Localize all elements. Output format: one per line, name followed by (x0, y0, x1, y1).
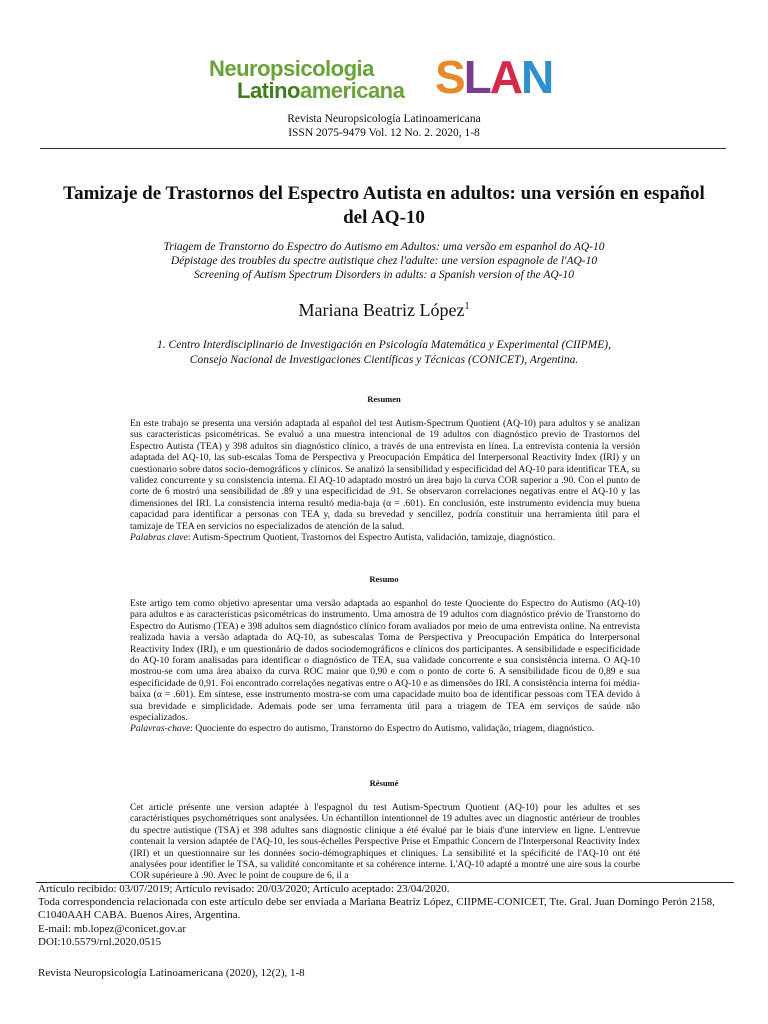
resume-heading: Résumé (369, 778, 399, 788)
journal-name: Revista Neuropsicología Latinoamericana (287, 113, 481, 125)
resumen-body (130, 418, 640, 543)
resumo-keywords-label: Palavras-chave (130, 723, 191, 735)
resumen-keywords-label: Palabras clave (130, 532, 188, 544)
slan-logo (435, 51, 553, 103)
affiliation-line-2: Consejo Nacional de Investigaciones Científicas y Técnicas (CONICET), Argentina. (189, 354, 579, 366)
slan-letter-a: A (489, 51, 522, 103)
resumen-heading: Resumen (367, 394, 401, 404)
resume-body (130, 802, 640, 882)
author-affiliation-mark: 1 (464, 301, 470, 312)
resumo-keywords: : Quociente do espectro do autismo, Transtorno do Espectro do Autismo, validação, triagem, diagnóstico. (190, 723, 595, 735)
logo-line2-b: americana (300, 78, 405, 103)
affiliation (0, 338, 768, 368)
resumo-body (130, 598, 640, 735)
logo-line2 (237, 78, 404, 104)
page-footer-citation: Revista Neuropsicología Latinoamericana (2020), 12(2), 1-8 (38, 967, 305, 979)
journal-info (0, 112, 768, 140)
resumen-keywords: : Autism-Spectrum Quotient, Trastornos del Espectro Autista, validación, tamizaje, diagnóstico. (187, 532, 555, 544)
article-doi: DOI:10.5579/rnl.2020.0515 (38, 935, 162, 948)
resumo-text: Este artigo tem como objetivo apresentar uma versão adaptada ao espanhol do teste Quociente do Espectro do Autismo (AQ-10) para adultos e as características psicométricas do instrumento. Uma amostra de 19 adultos com diagnóstico prévio de Transtorno do Espectro do Autismo (TEA) e 398 adultos sem diagnóstico clínico foram avaliados por meio de uma entrevista online. Na entrevista realizada havia a versão adaptada do AQ-10, as subescalas Toma de Perspectiva y Preocupación Empática do Interpersonal Reactivity Index (IRI), e um questionário de dados sociodemográficos e clínicos dos participantes. A sensibilidade e especificidade do AQ-10 foram analisadas para identificar o diagnóstico de TEA, sua validade concorrente e sua consistência interna. O AQ-10 mostrou-se com uma área abaixo da curva ROC maior que 0,90 e com o ponto de corte 6. A sensibilidade ficou de 0,89 e sua especificidade de 0,91. Foi encontrado correlações negativas entre o AQ-10 e as dimensões do IRI. A consistência interna foi média-baixa (α = .601). Em síntese, esse instrumento mostra-se com uma capacidade muito boa de identificar pessoas com TEA devido à sua brevidade e simplicidade. Ademais pode ser uma ferramenta útil para a triagem de TEA em serviços de saúde não especializados. (130, 598, 640, 724)
affiliation-line-1: 1. Centro Interdisciplinario de Investigación en Psicología Matemática y Experimental (CIIPME), (157, 339, 611, 351)
header-divider (40, 148, 726, 149)
alt-title-en: Screening of Autism Spectrum Disorders in adults: a Spanish version of the AQ-10 (193, 269, 575, 281)
logo-line1: Neuropsicologia (209, 56, 374, 81)
issn-line: ISSN 2075-9479 Vol. 12 No. 2. 2020, 1-8 (288, 127, 480, 139)
correspondence-note: Toda correspondencia relacionada con este artículo debe ser enviada a Mariana Beatriz López, CIIPME-CONICET, Tte. Gral. Juan Domingo Perón 2158, C1040AAH CABA. Buenos Aires, Argentina. (38, 896, 715, 922)
article-title: Tamizaje de Trastornos del Espectro Autista en adultos: una versión en español del AQ-10 (63, 183, 705, 228)
resumo-heading: Resumo (369, 574, 399, 584)
slan-letter-l: L (463, 51, 490, 103)
footnotes (38, 883, 738, 949)
alt-title-fr: Dépistage des troubles du spectre autistique chez l'adulte: une version espagnole de l'AQ-10 (170, 255, 598, 267)
author-email: E-mail: mb.lopez@conicet.gov.ar (38, 922, 187, 935)
resume-text: Cet article présente une version adaptée à l'espagnol du test Autism-Spectrum Quotient (AQ-10) pour les adultes et ses caractéristiques psychométriques sont analysées. Un échantillon intentionnel de 19 adultes avec un diagnostic antérieur de troubles du spectre autistique (TSA) et 398 adultes sans diagnostic clinique a été évalué par le biais d'une interview en ligne. L'entrevue contenait la version adaptée de l'AQ-10, les sous-échelles Perspective Prise et Empathic Concern de l'Interpersonal Reactivity Index (IRI) et un questionnaire sur les données socio-démographiques et cliniques. La sensibilité et la spécificité de l'AQ-10 ont été analysées pour identifier le TSA, sa validité concomitante et sa cohérence interne. L'AQ-10 adapté a montré une aire sous la courbe COR supérieure à .90. Avec le point de coupure de 6, il a (130, 802, 640, 882)
author-name: Mariana Beatriz López (298, 300, 465, 320)
author-line (0, 300, 768, 321)
journal-logo (205, 52, 565, 108)
alt-title-pt: Triagem de Transtorno do Espectro do Autismo em Adultos: uma versão em espanhol do AQ-10 (163, 241, 605, 253)
logo-line2-a: Latino (237, 78, 300, 103)
article-dates: Artículo recibido: 03/07/2019; Artículo revisado: 20/03/2020; Artículo aceptado: 23/04/2020. (38, 883, 450, 895)
resumen-text: En este trabajo se presenta una versión adaptada al español del test Autism-Spectrum Quotient (AQ-10) para adultos y se analizan sus características psicométricas. Se evaluó a una muestra intencional de 19 adultos con diagnóstico previo de Trastornos del Espectro Autista (TEA) y 398 adultos sin diagnóstico clínico, a través de una entrevista en línea. La entrevista contenía la versión adaptada del AQ-10, las sub-escalas Toma de Perspectiva y Preocupación Empática del Interpersonal Reactivity Index (IRI) y un cuestionario sobre datos socio-demográficos y clínicos. Se analizó la sensibilidad y especificidad del AQ-10 para identificar TEA, su validez concurrente y su consistencia interna. El AQ-10 adaptado mostró un área bajo la curva COR superior a .90. Con el punto de corte de 6 mostró una sensibilidad de .89 y una especificidad de .91. Se observaron correlaciones negativas entre el AQ-10 y las dimensiones del IRI. La consistencia interna resultó media-baja (α = .601). En conclusión, este instrumento evidencia muy buena capacidad para identificar a personas con TEA y, dada su brevedad y sencillez, podría constituir una herramienta útil para el tamizaje de TEA en servicios no especializados de atención de la salud. (130, 418, 641, 532)
slan-letter-n: N (521, 51, 553, 103)
alternate-titles (0, 240, 768, 282)
slan-letter-s: S (435, 51, 464, 103)
